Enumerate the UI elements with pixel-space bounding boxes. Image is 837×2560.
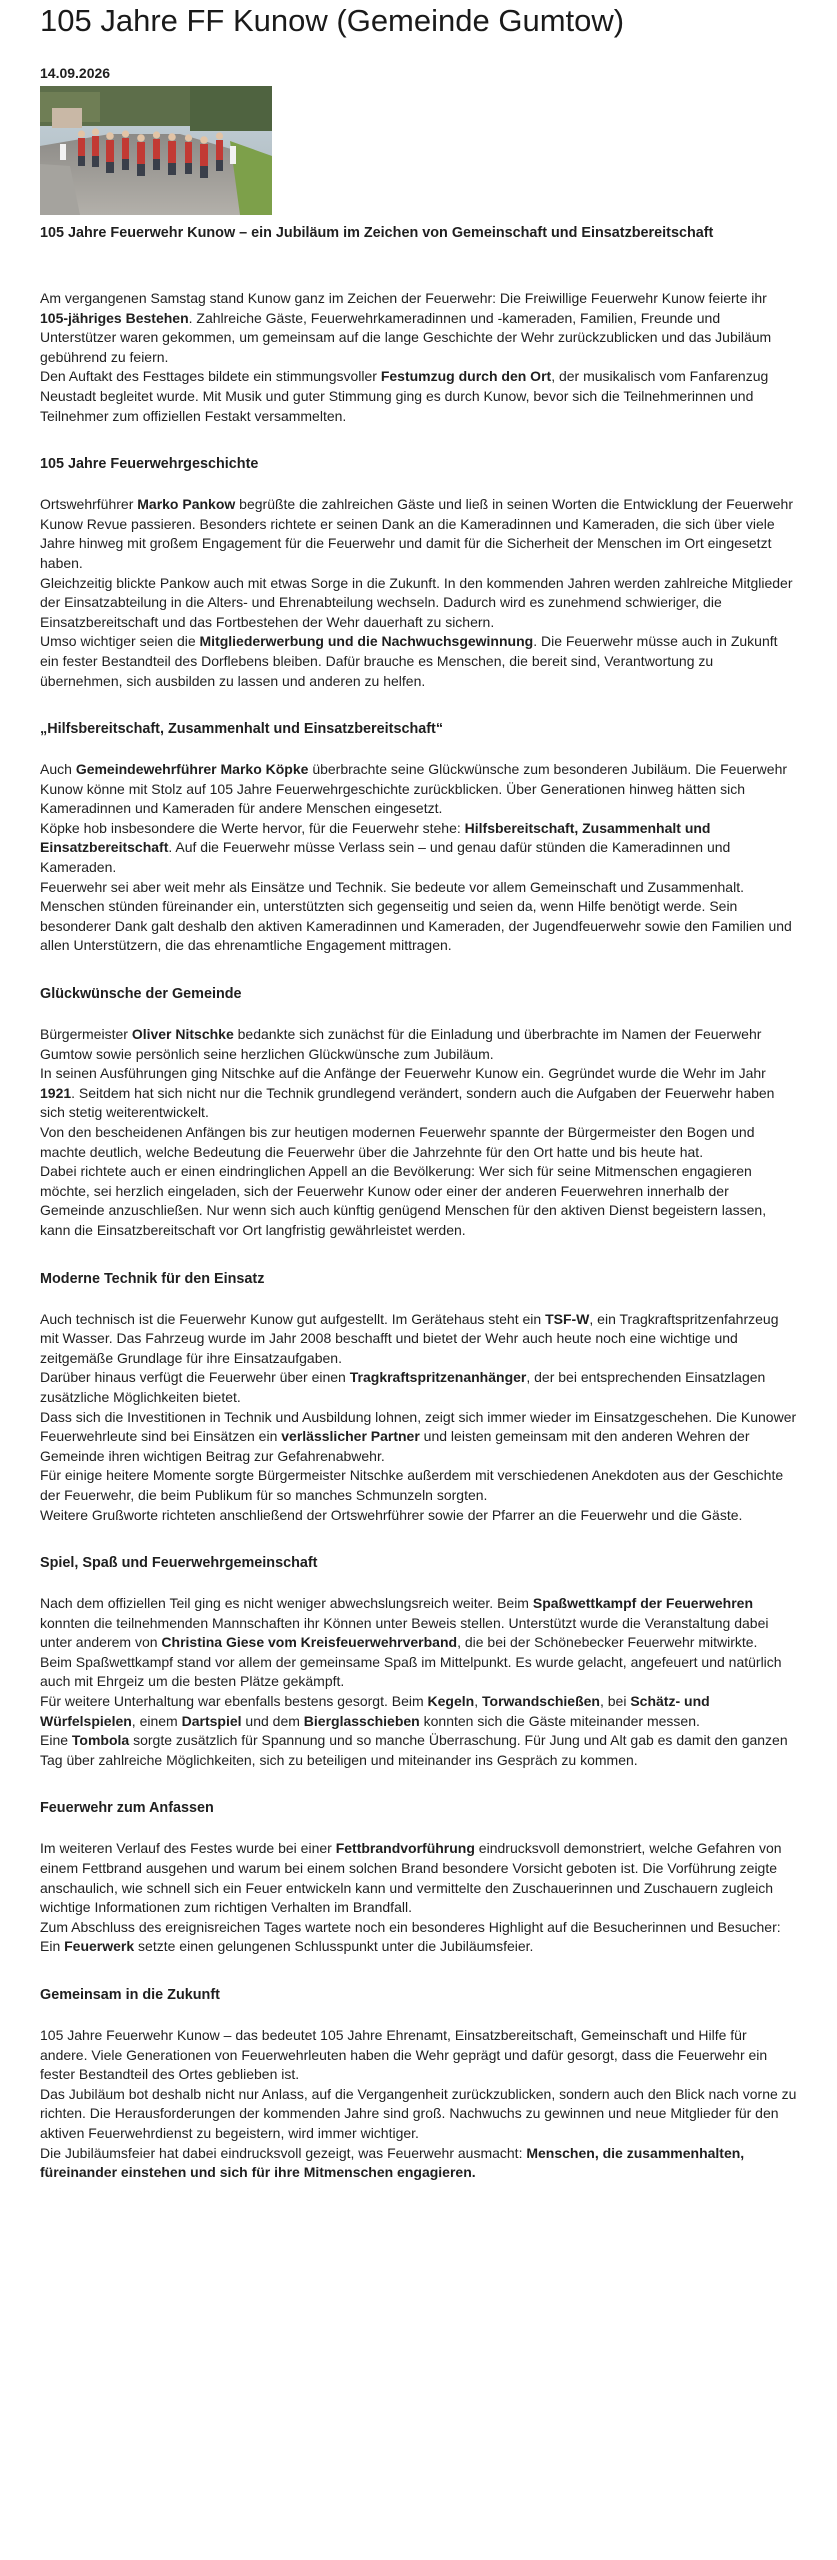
section-paragraph: Dabei richtete auch er einen eindringlichen Appell an die Bevölkerung: Wer sich für seine Mitmenschen engagieren möchte, sei herzlich eingeladen, sich der Feuerwehr Kunow oder einer der anderen Feuerwehren innerhalb der Gemeinde anzuschließen. Nur wenn sich auch künftig genügend Menschen für den aktiven Dienst begeistern lassen, kann die Einsatzbereitschaft vor Ort langfristig gewährleistet werden. [40, 1163, 767, 1238]
bold-text: 1921 [40, 1084, 72, 1101]
section-paragraph: Zum Abschluss des ereignisreichen Tages wartete noch ein besonderes Highlight auf die Besucherinnen und Besucher: Ein Feuerwerk setzte einen gelungenen Schlusspunkt unter die Jubiläumsfeier. [40, 1918, 781, 1955]
section-paragraph: Darüber hinaus verfügt die Feuerwehr über einen Tragkraftspritzenanhänger, der bei entsprechenden Einsatzlagen zusätzliche Möglichkeiten bietet. [40, 1369, 766, 1405]
bold-text: Oliver Nitschke [131, 1026, 234, 1043]
bold-text: Festumzug durch den Ort [380, 368, 552, 385]
section-paragraph: Weitere Grußworte richteten anschließend der Ortswehrführer sowie der Pfarrer an die Feuerwehr und die Gäste. [40, 1506, 743, 1523]
section-paragraph: Bürgermeister Oliver Nitschke bedankte sich zunächst für die Einladung und überbrachte im Namen der Feuerwehr Gumtow sowie persönlich seine herzlichen Glückwünsche zum Jubiläum. [40, 1026, 762, 1062]
bold-text: Fettbrandvorführung [335, 1840, 475, 1857]
section-paragraph: Feuerwehr sei aber weit mehr als Einsätze und Technik. Sie bedeute vor allem Gemeinschaft und Zusammenhalt. Menschen stünden füreinander ein, unterstützten sich gegenseitig und seien da, wenn Hilfe benötigt werde. Sein besonderer Dank galt deshalb den aktiven Kameradinnen und Kameraden, der Jugendfeuerwehr sowie den Familien und allen Unterstützern, die das ehrenamtliche Engagement mittragen. [40, 878, 792, 954]
section [40, 426, 797, 691]
article-date: 14.09.2026 [40, 65, 111, 81]
bold-text: Feuerwerk [64, 1938, 135, 1955]
bold-text: Hilfsbereitschaft, Zusammenhalt und Einsatzbereitschaft [40, 819, 711, 856]
section-paragraph: Die Jubiläumsfeier hat dabei eindrucksvoll gezeigt, was Feuerwehr ausmacht: Menschen, die zusammenhalten, füreinander einstehen und sich für ihre Mitmenschen engagieren. [40, 2144, 745, 2181]
section-heading: Gemeinsam in die Zukunft [40, 1987, 220, 2003]
section-paragraph: Auch technisch ist die Feuerwehr Kunow gut aufgestellt. Im Gerätehaus steht ein TSF-W, ein Tragkraftspritzenfahrzeug mit Wasser. Das Fahrzeug wurde im Jahr 2008 beschafft und bietet der Wehr auch heute noch eine wichtige und zeitgemäße Grundlage für ihre Einsatzaufgaben. [40, 1310, 779, 1366]
section-heading: 105 Jahre Feuerwehrgeschichte [40, 456, 259, 473]
section-paragraph: Für einige heitere Momente sorgte Bürgermeister Nitschke außerdem mit verschiedenen Anekdoten aus der Geschichte der Feuerwehr, die beim Publikum für so manches Schmunzeln sorgten. [40, 1467, 784, 1503]
bold-text: Schätz- und Würfelspielen [40, 1693, 710, 1729]
bold-text: Tombola [71, 1732, 130, 1749]
section-paragraph: Von den bescheidenen Anfängen bis zur heutigen modernen Feuerwehr spannte der Bürgermeister den Bogen und machte deutlich, welche Bedeutung die Feuerwehr über die Jahrzehnte für den Ort hatte und bis heute hat. [40, 1124, 755, 1160]
section [40, 1525, 797, 1770]
section-paragraph: Dass sich die Investitionen in Technik und Ausbildung lohnen, zeigt sich immer wieder im Einsatzgeschehen. Die Kunower Feuerwehrleute sind bei Einsätzen ein verlässlicher Partner und leisten gemeinsam mit den anderen Wehren der Gemeinde ihren wichtigen Beitrag zur Gefahrenabwehr. [40, 1408, 797, 1464]
section-paragraph: Umso wichtiger seien die Mitgliederwerbung und die Nachwuchsgewinnung. Die Feuerwehr müsse auch in Zukunft ein fester Bestandteil des Dorflebens bleiben. Dafür brauche es Menschen, die bereit sind, Verantwortung zu übernehmen, sich ausbilden zu lassen und anderen zu helfen. [40, 633, 778, 689]
section-paragraph: Beim Spaßwettkampf stand vor allem der gemeinsame Spaß im Mittelpunkt. Es wurde gelacht, angefeuert und natürlich auch mit Ehrgeiz um die besten Plätze gekämpft. [40, 1653, 782, 1690]
bold-text: Gemeindewehrführer Marko Köpke [75, 761, 309, 778]
bold-text: Menschen, die zusammenhalten, füreinander einstehen und sich für ihre Mitmenschen engagieren. [40, 2144, 745, 2181]
bold-text: verlässlicher Partner [281, 1428, 420, 1445]
section-heading: Glückwünsche der Gemeinde [40, 986, 242, 1003]
bold-text: Tragkraftspritzenanhänger [349, 1369, 527, 1386]
section-paragraph: Ortswehrführer Marko Pankow begrüßte die zahlreichen Gäste und ließ in seinen Worten die Entwicklung der Feuerwehr Kunow Revue passieren. Besonders richtete er seinen Dank an die Kameradinnen und Kameraden, die sich über viele Jahre hinweg mit großem Engagement für die Feuerwehr und damit für die Sicherheit der Menschen im Ort eingesetzt haben. [40, 496, 793, 571]
bold-text: Torwandschießen [482, 1693, 600, 1710]
intro [40, 289, 797, 426]
section-paragraph: Für weitere Unterhaltung war ebenfalls bestens gesorgt. Beim Kegeln, Torwandschießen, bei Schätz- und Würfelspielen, einem Dartspiel und dem Bierglasschieben konnten sich die Gäste miteinander messen. [40, 1693, 710, 1729]
section-heading: Moderne Technik für den Einsatz [40, 1270, 265, 1287]
bold-text: Mitgliederwerbung und die Nachwuchsgewinnung [199, 633, 534, 650]
bold-text: Spaßwettkampf der Feuerwehren [532, 1595, 754, 1612]
bold-text: Marko Pankow [137, 496, 236, 513]
section-paragraph: Auch Gemeindewehrführer Marko Köpke überbrachte seine Glückwünsche zum besonderen Jubiläum. Die Feuerwehr Kunow könne mit Stolz auf 105 Jahre Feuerwehrgeschichte zurückblicken. Über Generationen hinweg hätten sich Kameradinnen und Kameraden für andere Menschen eingesetzt. [40, 761, 788, 817]
page-title: 105 Jahre FF Kunow (Gemeinde Gumtow) [40, 3, 625, 38]
section-paragraph: Eine Tombola sorgte zusätzlich für Spannung und so manche Überraschung. Für Jung und Alt gab es damit den ganzen Tag über zahlreiche Möglichkeiten, sich zu beteiligen und miteinander ins Gespräch zu kommen. [40, 1732, 788, 1768]
section-paragraph: Im weiteren Verlauf des Festes wurde bei einer Fettbrandvorführung eindrucksvoll demonstriert, welche Gefahren von einem Fettbrand ausgehen und warum bei einem solchen Brand besondere Vorsicht geboten ist. Die Vorführung zeigte anschaulich, wie schnell sich ein Feuer entwickeln kann und vermittelte den Zuschauerinnen und Zuschauern zugleich wichtige Informationen zum richtigen Verhalten im Brandfall. [40, 1840, 782, 1916]
parade-photo[interactable] [40, 86, 272, 215]
bold-text: TSF-W [545, 1310, 590, 1327]
bold-text: Christina Giese vom Kreisfeuerwehrverband [161, 1634, 458, 1651]
bold-text: 105-jähriges Bestehen [40, 309, 189, 326]
section [40, 956, 797, 1241]
intro-paragraph: Den Auftakt des Festtages bildete ein stimmungsvoller Festumzug durch den Ort, der musikalisch vom Fanfarenzug Neustadt begleitet wurde. Mit Musik und guter Stimmung ging es durch Kunow, bevor sich die Teilnehmerinnen und Teilnehmer zum offiziellen Festakt versammelten. [40, 368, 769, 424]
section-paragraph: Gleichzeitig blickte Pankow auch mit etwas Sorge in die Zukunft. In den kommenden Jahren werden zahlreiche Mitglieder der Einsatzabteilung in die Alters- und Ehrenabteilung wechseln. Dadurch wird es zunehmend schwieriger, die Einsatzbereitschaft und das Fortbestehen der Wehr dauerhaft zu sichern. [40, 574, 793, 630]
section-paragraph: Das Jubiläum bot deshalb nicht nur Anlass, auf die Vergangenheit zurückzublicken, sondern auch den Blick nach vorne zu richten. Die Herausforderungen der kommenden Jahre sind groß. Nachwuchs zu gewinnen und neue Mitglieder für den aktiven Feuerwehrdienst zu begeistern, wird immer wichtiger. [40, 2085, 797, 2141]
section-heading: Spiel, Spaß und Feuerwehrgemeinschaft [40, 1555, 318, 1572]
article-lead: 105 Jahre Feuerwehr Kunow – ein Jubiläum im Zeichen von Gemeinschaft und Einsatzbereitschaft [40, 225, 714, 241]
section-heading: Feuerwehr zum Anfassen [40, 1800, 214, 1817]
section-paragraph: In seinen Ausführungen ging Nitschke auf die Anfänge der Feuerwehr Kunow ein. Gegründet wurde die Wehr im Jahr 1921. Seitdem hat sich nicht nur die Technik grundlegend verändert, sondern auch die Aufgaben der Feuerwehr haben sich stetig weiterentwickelt. [40, 1065, 775, 1121]
section [40, 691, 797, 956]
bold-text: Kegeln [427, 1693, 475, 1710]
section-heading: „Hilfsbereitschaft, Zusammenhalt und Einsatzbereitschaft“ [40, 721, 444, 738]
section [40, 1957, 797, 2183]
section [40, 1241, 797, 1526]
section-paragraph: 105 Jahre Feuerwehr Kunow – das bedeutet 105 Jahre Ehrenamt, Einsatzbereitschaft, Gemeinschaft und Hilfe für andere. Viele Generationen von Feuerwehrleuten haben die Wehr geprägt und dafür gesorgt, dass die Feuerwehr ein fester Bestandteil des Ortes geblieben ist. [40, 2027, 768, 2083]
intro-paragraph: Am vergangenen Samstag stand Kunow ganz im Zeichen der Feuerwehr: Die Freiwillige Feuerwehr Kunow feierte ihr 105-jähriges Bestehen. Zahlreiche Gäste, Feuerwehrkameradinnen und -kameraden, Familien, Freunde und Unterstützer waren gekommen, um gemeinsam auf die lange Geschichte der Wehr zurückzublicken und das Jubiläum gebührend zu feiern. [40, 290, 772, 365]
bold-text: Dartspiel [181, 1712, 242, 1729]
section [40, 1770, 797, 1957]
section-paragraph: Köpke hob insbesondere die Werte hervor, für die Feuerwehr stehe: Hilfsbereitschaft, Zusammenhalt und Einsatzbereitschaft. Auf die Feuerwehr müsse Verlass sein – und genau dafür stünden die Kameradinnen und Kameraden. [40, 819, 731, 876]
bold-text: Bierglasschieben [303, 1712, 420, 1729]
section-paragraph: Nach dem offiziellen Teil ging es nicht weniger abwechslungsreich weiter. Beim Spaßwettkampf der Feuerwehren konnten die teilnehmenden Mannschaften ihr Können unter Beweis stellen. Unterstützt wurde die Veranstaltung dabei unter anderem von Christina Giese vom Kreisfeuerwehrverband, die bei der Schönebecker Feuerwehr mitwirkte. [40, 1595, 769, 1651]
